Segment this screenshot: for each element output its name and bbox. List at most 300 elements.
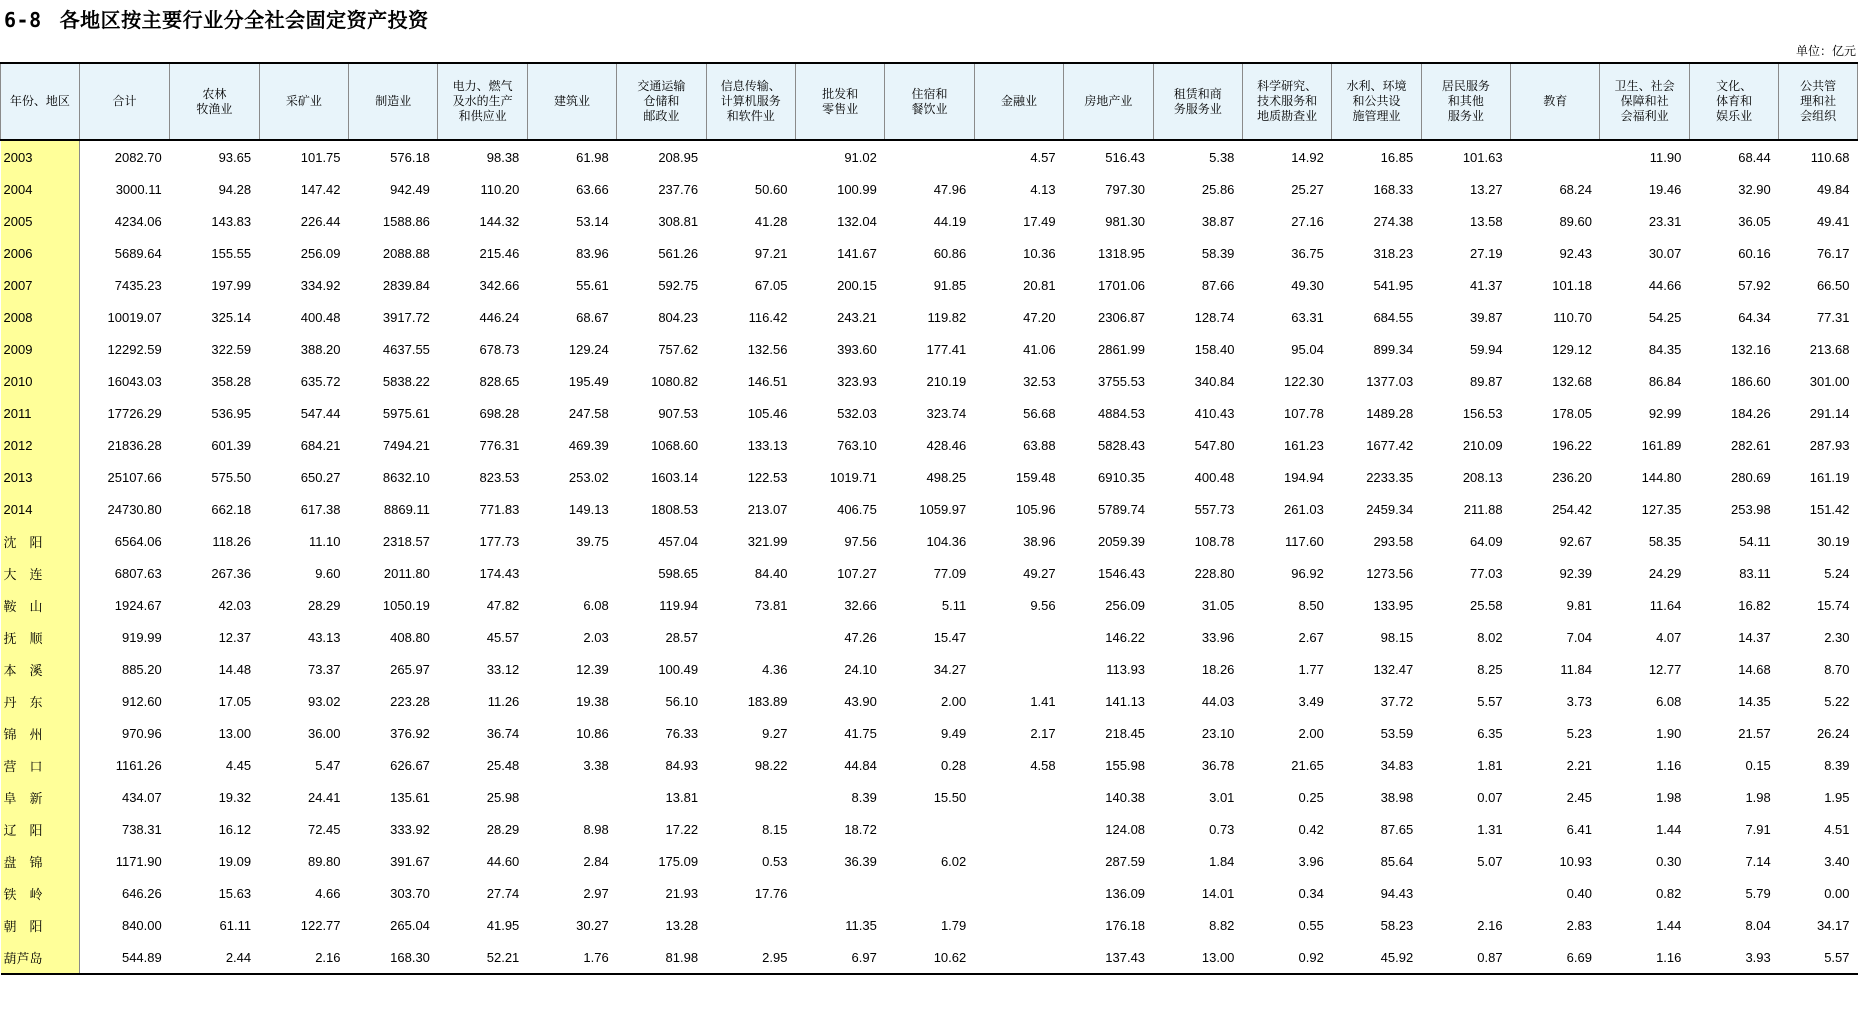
table-cell: 0.07 (1477, 789, 1503, 805)
table-cell: 97.21 (754, 245, 788, 261)
table-cell: 49.84 (1816, 181, 1850, 197)
table-cell: 72.45 (307, 821, 341, 837)
table-cell: 970.96 (121, 725, 162, 741)
table-cell: 804.23 (658, 309, 699, 325)
table-cell: 135.61 (390, 789, 430, 805)
table-cell: 256.09 (300, 245, 341, 261)
table-cell: 322.59 (211, 341, 252, 357)
table-cell: 64.34 (1738, 309, 1771, 325)
row-label: 2009 (1, 333, 80, 365)
table-cell: 4.07 (1656, 629, 1682, 645)
table-cell: 132.04 (837, 213, 877, 229)
table-cell: 11.26 (487, 693, 520, 709)
table-cell: 1059.97 (919, 501, 967, 517)
table-cell: 44.03 (1201, 693, 1235, 709)
table-cell: 12292.59 (107, 341, 162, 357)
column-header: 教育 (1511, 63, 1600, 140)
table-cell: 2059.39 (1098, 533, 1146, 549)
table-cell: 21.93 (665, 885, 699, 901)
table-row (1, 205, 1858, 237)
table-row (1, 781, 1858, 813)
table-cell: 97.56 (844, 533, 877, 549)
row-label: 2004 (1, 173, 80, 205)
table-cell: 293.58 (1373, 533, 1414, 549)
table-cell: 532.03 (837, 405, 877, 421)
table-cell: 1.77 (1298, 661, 1324, 677)
table-cell: 110.68 (1810, 149, 1850, 165)
table-cell: 4.66 (315, 885, 341, 901)
row-label: 葫芦岛 (1, 941, 80, 974)
table-cell: 37.72 (1380, 693, 1414, 709)
table-cell: 1050.19 (382, 597, 430, 613)
table-cell: 57.92 (1738, 277, 1771, 293)
table-cell (974, 845, 1063, 877)
table-cell: 12.77 (1648, 661, 1682, 677)
table-title-text: 各地区按主要行业分全社会固定资产投资 (59, 8, 429, 32)
table-cell: 684.55 (1373, 309, 1414, 325)
table-cell: 516.43 (1105, 149, 1146, 165)
table-cell: 4.57 (1030, 149, 1056, 165)
table-cell: 129.24 (568, 341, 609, 357)
table-cell: 68.24 (1559, 181, 1592, 197)
table-row (1, 941, 1858, 974)
table-cell (706, 781, 795, 813)
row-label: 营 口 (1, 749, 80, 781)
table-cell: 77.09 (933, 565, 967, 581)
table-row (1, 589, 1858, 621)
table-cell: 118.26 (212, 533, 252, 549)
table-cell: 23.31 (1648, 213, 1682, 229)
table-cell: 25.86 (1201, 181, 1235, 197)
table-cell: 107.78 (1284, 405, 1324, 421)
table-cell: 3.93 (1689, 941, 1778, 974)
table-cell: 41.37 (1470, 277, 1503, 293)
table-cell: 498.25 (926, 469, 967, 485)
table-cell: 1.76 (527, 941, 616, 974)
table-cell: 10.93 (1559, 853, 1592, 869)
row-label: 铁 岭 (1, 877, 80, 909)
row-label: 本 溪 (1, 653, 80, 685)
table-cell: 1377.03 (1366, 373, 1414, 389)
table-cell: 408.80 (390, 629, 430, 645)
table-cell: 1.41 (1030, 693, 1056, 709)
column-header: 居民服务 和其他 服务业 (1421, 63, 1510, 140)
table-cell: 2.03 (583, 629, 609, 645)
table-cell: 31.05 (1201, 597, 1235, 613)
table-cell: 21836.28 (107, 437, 162, 453)
table-cell: 981.30 (1105, 213, 1146, 229)
table-cell: 105.46 (747, 405, 788, 421)
unit-label: 单位：亿元 (1795, 44, 1856, 58)
table-cell: 253.02 (568, 469, 609, 485)
table-cell: 223.28 (390, 693, 430, 709)
table-cell: 64.09 (1470, 533, 1503, 549)
table-cell: 919.99 (121, 629, 162, 645)
table-cell: 195.49 (568, 373, 609, 389)
table-cell: 32.90 (1738, 181, 1771, 197)
table-cell: 175.09 (658, 853, 699, 869)
table-cell: 132.47 (1373, 661, 1414, 677)
column-header: 采矿业 (259, 63, 348, 140)
table-cell: 86.84 (1648, 373, 1682, 389)
table-cell: 186.60 (1731, 373, 1771, 389)
table-cell: 56.68 (1023, 405, 1056, 421)
table-cell: 4.45 (225, 757, 252, 773)
table-cell: 4637.55 (382, 341, 430, 357)
table-cell: 146.22 (1105, 629, 1146, 645)
table-cell: 159.48 (1015, 469, 1056, 485)
table-cell: 13.28 (665, 917, 699, 933)
table-cell: 391.67 (390, 853, 430, 869)
column-header: 租赁和商 务服务业 (1153, 63, 1242, 140)
table-cell: 158.40 (1194, 341, 1235, 357)
table-cell: 3.49 (1298, 693, 1324, 709)
table-cell: 8.25 (1477, 661, 1503, 677)
table-cell: 14.92 (1291, 149, 1324, 165)
table-cell: 10.86 (576, 725, 609, 741)
table-cell: 33.12 (486, 661, 520, 677)
table-cell: 15.74 (1816, 597, 1850, 613)
table-cell: 8.82 (1209, 917, 1235, 933)
table-cell: 19.38 (576, 693, 609, 709)
table-cell: 60.86 (933, 245, 967, 261)
table-cell: 47.82 (486, 597, 520, 613)
table-cell: 434.07 (121, 789, 162, 805)
table-cell: 0.40 (1566, 885, 1592, 901)
table-cell: 100.49 (658, 661, 699, 677)
table-cell: 92.99 (1648, 405, 1682, 421)
row-label: 盘 锦 (1, 845, 80, 877)
table-cell: 44.84 (844, 757, 877, 773)
table-cell: 127.35 (1641, 501, 1682, 517)
table-cell: 10.62 (885, 941, 974, 974)
column-header: 农林 牧渔业 (170, 63, 259, 140)
table-cell: 1546.43 (1098, 565, 1146, 581)
table-cell: 211.88 (1463, 501, 1503, 517)
table-cell: 899.34 (1373, 341, 1414, 357)
table-cell: 1.44 (1656, 917, 1682, 933)
table-cell: 5.23 (1566, 725, 1592, 741)
table-cell: 25.48 (486, 757, 520, 773)
table-cell: 2011.80 (383, 565, 430, 581)
table-cell: 177.73 (479, 533, 520, 549)
table-cell: 58.39 (1201, 245, 1235, 261)
table-cell: 6.35 (1477, 725, 1503, 741)
table-cell: 19.32 (218, 789, 252, 805)
table-cell: 0.28 (940, 757, 967, 773)
table-cell: 3755.53 (1098, 373, 1146, 389)
table-cell: 210.19 (926, 373, 967, 389)
table-cell: 1019.71 (829, 469, 877, 485)
table-cell: 25.58 (1470, 597, 1503, 613)
table-cell: 261.03 (1284, 501, 1324, 517)
row-label: 2007 (1, 269, 80, 301)
table-cell: 113.93 (1106, 661, 1146, 677)
table-cell: 151.42 (1809, 501, 1850, 517)
table-cell: 2839.84 (382, 277, 430, 293)
table-cell: 635.72 (300, 373, 341, 389)
table-cell: 8869.11 (383, 501, 430, 517)
table-cell: 3.73 (1566, 693, 1592, 709)
table-cell: 301.00 (1809, 373, 1850, 389)
table-cell: 8.70 (1824, 661, 1850, 677)
table-cell: 12.37 (218, 629, 252, 645)
table-row (1, 237, 1858, 269)
table-cell: 19.46 (1648, 181, 1682, 197)
table-cell: 469.39 (568, 437, 609, 453)
table-cell: 256.09 (1105, 597, 1146, 613)
table-cell: 41.75 (844, 725, 877, 741)
table-cell: 9.81 (1566, 597, 1592, 613)
table-cell: 885.20 (121, 661, 162, 677)
table-cell: 2.97 (583, 885, 609, 901)
table-cell: 183.89 (747, 693, 788, 709)
table-cell: 91.02 (844, 149, 877, 165)
table-cell: 140.38 (1105, 789, 1146, 805)
table-cell: 6.69 (1511, 941, 1600, 974)
table-cell: 38.96 (1023, 533, 1056, 549)
table-cell: 101.63 (1462, 149, 1503, 165)
table-body (1, 140, 1858, 974)
table-cell: 218.45 (1105, 725, 1146, 741)
table-cell: 2.45 (1566, 789, 1592, 805)
table-cell: 1.90 (1656, 725, 1682, 741)
table-cell: 26.24 (1816, 725, 1850, 741)
table-cell: 541.95 (1373, 277, 1414, 293)
table-cell: 557.73 (1194, 501, 1235, 517)
table-cell: 5828.43 (1098, 437, 1146, 453)
table-cell: 2082.70 (114, 149, 162, 165)
table-cell: 8.39 (1824, 757, 1850, 773)
table-cell: 36.74 (486, 725, 520, 741)
table-cell: 265.04 (390, 917, 430, 933)
table-cell: 1808.53 (651, 501, 699, 517)
table-cell: 698.28 (479, 405, 520, 421)
table-cell: 3.40 (1824, 853, 1850, 869)
table-cell: 133.13 (747, 437, 788, 453)
table-cell: 1318.95 (1098, 245, 1146, 261)
table-row (1, 749, 1858, 781)
table-cell: 47.26 (844, 629, 877, 645)
table-cell: 149.13 (568, 501, 609, 517)
table-cell: 11.10 (308, 533, 341, 549)
table-cell: 129.12 (1552, 341, 1592, 357)
table-cell: 101.18 (1552, 277, 1592, 293)
table-cell: 25.27 (1291, 181, 1324, 197)
table-cell (527, 557, 616, 589)
table-cell: 39.75 (576, 533, 609, 549)
table-cell: 7435.23 (114, 277, 162, 293)
table-cell: 155.55 (211, 245, 252, 261)
table-cell: 24.10 (844, 661, 877, 677)
table-cell: 11.90 (1649, 149, 1682, 165)
table-cell (1511, 140, 1600, 173)
table-cell: 5689.64 (114, 245, 162, 261)
table-cell: 58.23 (1380, 917, 1414, 933)
table-cell: 0.55 (1298, 917, 1324, 933)
table-cell: 2861.99 (1098, 341, 1146, 357)
table-cell: 15.63 (218, 885, 252, 901)
table-cell: 14.35 (1738, 693, 1771, 709)
table-cell: 174.43 (479, 565, 520, 581)
table-cell: 141.13 (1105, 693, 1146, 709)
table-cell: 9.56 (1030, 597, 1056, 613)
table-cell: 141.67 (837, 245, 877, 261)
table-cell (974, 781, 1063, 813)
table-cell: 2306.87 (1098, 309, 1146, 325)
table-cell: 45.57 (486, 629, 520, 645)
table-cell: 13.58 (1470, 213, 1503, 229)
table-cell: 358.28 (211, 373, 252, 389)
table-cell: 321.99 (747, 533, 788, 549)
row-label: 2006 (1, 237, 80, 269)
table-cell: 41.28 (754, 213, 788, 229)
column-header-year-region: 年份、地区 (1, 63, 80, 140)
table-cell: 161.89 (1641, 437, 1682, 453)
table-cell: 6.08 (583, 597, 609, 613)
table-cell: 0.53 (762, 853, 788, 869)
table-cell: 36.05 (1738, 213, 1771, 229)
table-cell: 73.37 (307, 661, 341, 677)
table-cell: 25107.66 (107, 469, 162, 485)
table-cell: 5975.61 (382, 405, 430, 421)
table-cell: 76.17 (1816, 245, 1850, 261)
table-cell: 1.98 (1656, 789, 1682, 805)
table-cell: 63.88 (1023, 437, 1056, 453)
table-cell: 828.65 (479, 373, 520, 389)
table-cell: 1489.28 (1366, 405, 1414, 421)
table-cell: 267.36 (211, 565, 252, 581)
column-header: 批发和 零售业 (795, 63, 884, 140)
table-cell: 428.46 (926, 437, 967, 453)
table-cell (1421, 877, 1510, 909)
table-row (1, 621, 1858, 653)
table-cell: 282.61 (1731, 437, 1771, 453)
table-cell: 323.74 (926, 405, 967, 421)
table-cell: 3.38 (583, 757, 609, 773)
table-cell: 213.07 (747, 501, 788, 517)
table-cell: 1677.42 (1366, 437, 1414, 453)
table-cell: 93.65 (218, 149, 252, 165)
table-cell: 124.08 (1105, 821, 1146, 837)
table-cell: 32.66 (844, 597, 877, 613)
table-cell: 265.97 (390, 661, 430, 677)
table-cell: 168.30 (349, 941, 438, 974)
table-cell: 16043.03 (107, 373, 162, 389)
table-cell: 840.00 (121, 917, 162, 933)
table-cell: 1068.60 (651, 437, 699, 453)
table-cell: 1.79 (940, 917, 967, 933)
table-cell: 340.84 (1194, 373, 1235, 389)
table-cell: 9.60 (315, 565, 341, 581)
row-label: 2008 (1, 301, 80, 333)
table-cell: 116.42 (748, 309, 788, 325)
table-cell: 19.09 (218, 853, 252, 869)
table-cell: 1.16 (1656, 757, 1682, 773)
table-cell: 176.18 (1105, 917, 1146, 933)
table-cell: 58.35 (1648, 533, 1682, 549)
table-cell: 14.68 (1738, 661, 1771, 677)
table-cell: 49.30 (1291, 277, 1324, 293)
table-cell: 544.89 (79, 941, 170, 974)
row-label: 2012 (1, 429, 80, 461)
table-cell: 84.40 (754, 565, 788, 581)
table-cell: 1.31 (1477, 821, 1503, 837)
table-cell: 47.96 (933, 181, 967, 197)
table-cell: 14.37 (1738, 629, 1771, 645)
table-cell: 144.80 (1641, 469, 1682, 485)
table-cell: 0.82 (1656, 885, 1682, 901)
table-cell: 678.73 (479, 341, 520, 357)
table-cell: 184.26 (1731, 405, 1771, 421)
table-cell: 38.87 (1201, 213, 1235, 229)
table-cell: 38.98 (1380, 789, 1414, 805)
table-cell: 28.29 (307, 597, 341, 613)
table-cell: 5.79 (1745, 885, 1771, 901)
table-cell: 122.77 (300, 917, 341, 933)
row-label: 鞍 山 (1, 589, 80, 621)
table-cell: 8.39 (851, 789, 877, 805)
table-cell (974, 621, 1063, 653)
table-cell: 0.42 (1298, 821, 1324, 837)
table-cell: 592.75 (658, 277, 699, 293)
table-cell: 47.20 (1023, 309, 1056, 325)
row-label: 2014 (1, 493, 80, 525)
table-cell: 43.90 (844, 693, 877, 709)
table-row (1, 685, 1858, 717)
table-cell: 36.75 (1291, 245, 1324, 261)
table-cell: 161.23 (1284, 437, 1324, 453)
table-cell: 52.21 (438, 941, 527, 974)
table-cell: 1.44 (1656, 821, 1682, 837)
table-cell: 2.83 (1566, 917, 1592, 933)
table-cell (885, 813, 974, 845)
row-label: 大 连 (1, 557, 80, 589)
table-cell: 4.36 (762, 661, 788, 677)
table-cell: 117.60 (1285, 533, 1324, 549)
table-row (1, 845, 1858, 877)
table-cell: 342.66 (479, 277, 520, 293)
table-cell: 17.05 (218, 693, 252, 709)
table-cell: 11.84 (1560, 661, 1592, 677)
table-cell: 2.00 (1298, 725, 1324, 741)
table-cell: 2.16 (1477, 917, 1503, 933)
table-cell: 4234.06 (114, 213, 162, 229)
table-cell: 7.04 (1566, 629, 1592, 645)
table-cell: 13.00 (218, 725, 252, 741)
table-row (1, 653, 1858, 685)
table-cell: 43.13 (307, 629, 341, 645)
table-cell: 73.81 (754, 597, 788, 613)
table-cell: 21.57 (1738, 725, 1771, 741)
table-cell: 83.11 (1739, 565, 1771, 581)
table-cell: 2.95 (706, 941, 795, 974)
table-cell: 39.87 (1470, 309, 1503, 325)
table-cell: 122.53 (747, 469, 788, 485)
table-cell: 2318.57 (382, 533, 430, 549)
table-cell: 1080.82 (651, 373, 699, 389)
table-cell: 81.98 (617, 941, 706, 974)
column-header: 住宿和 餐饮业 (885, 63, 974, 140)
column-header: 卫生、社会 保障和社 会福利业 (1600, 63, 1689, 140)
column-header: 电力、燃气 及水的生产 和供应业 (438, 63, 527, 140)
row-label: 丹 东 (1, 685, 80, 717)
table-cell: 197.99 (211, 277, 252, 293)
table-cell (795, 877, 884, 909)
table-cell: 325.14 (211, 309, 252, 325)
table-row (1, 365, 1858, 397)
table-cell: 4884.53 (1098, 405, 1146, 421)
